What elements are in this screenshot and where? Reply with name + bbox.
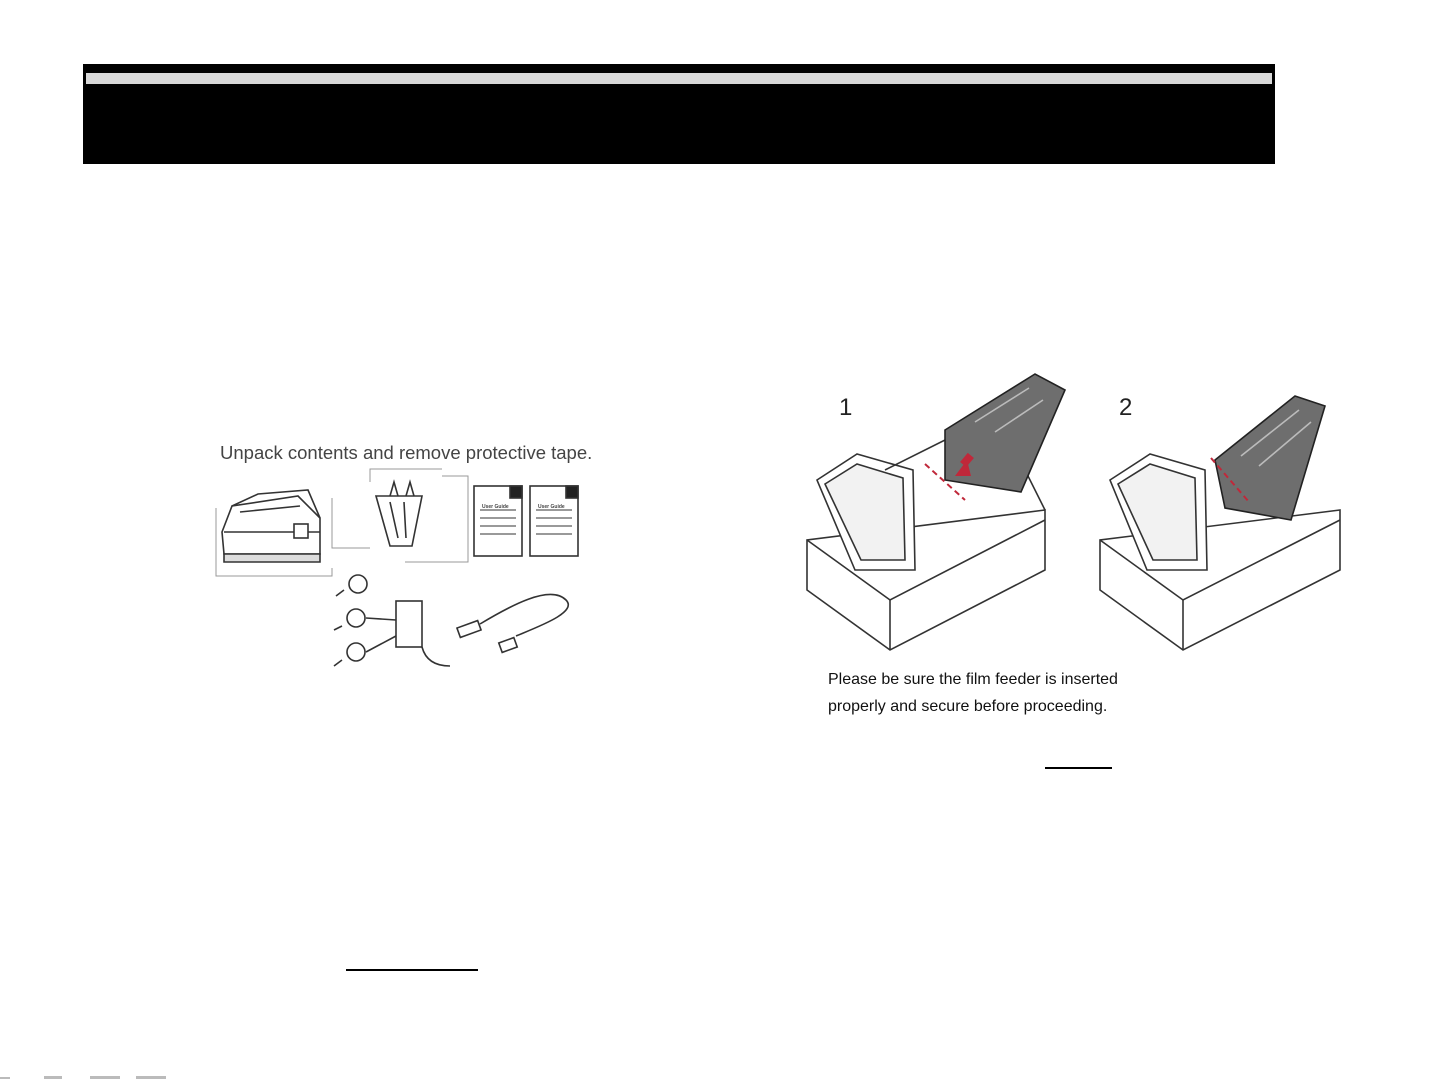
power-adapter-icon <box>334 575 450 666</box>
manual-label-1: User Guide <box>482 504 509 510</box>
film-holder-icon <box>376 482 422 546</box>
feeder-illustration <box>795 360 1355 660</box>
step-number-1: 1 <box>839 394 853 421</box>
step-number-2: 2 <box>1119 394 1133 421</box>
header-banner <box>83 64 1275 164</box>
header-stripe <box>86 73 1272 84</box>
usb-cable-icon <box>457 594 568 652</box>
feeder-note-line-2: properly and secure before proceeding. <box>828 698 1108 715</box>
feeder-note <box>828 666 1168 720</box>
footer-marks <box>0 1074 200 1081</box>
printer-icon <box>222 490 320 562</box>
unpack-illustration <box>210 466 630 698</box>
unpack-caption: Unpack contents and remove protective tape. <box>220 442 593 463</box>
manual-icon <box>474 486 578 556</box>
feeder-tray-2 <box>1215 396 1325 520</box>
underline-left <box>346 969 478 971</box>
feeder-note-line-1: Please be sure the film feeder is inserted <box>828 671 1118 688</box>
feeder-figure <box>795 360 1355 730</box>
unpack-figure <box>210 438 630 698</box>
manual-label-2: User Guide <box>538 504 565 510</box>
underline-right <box>1045 767 1112 769</box>
